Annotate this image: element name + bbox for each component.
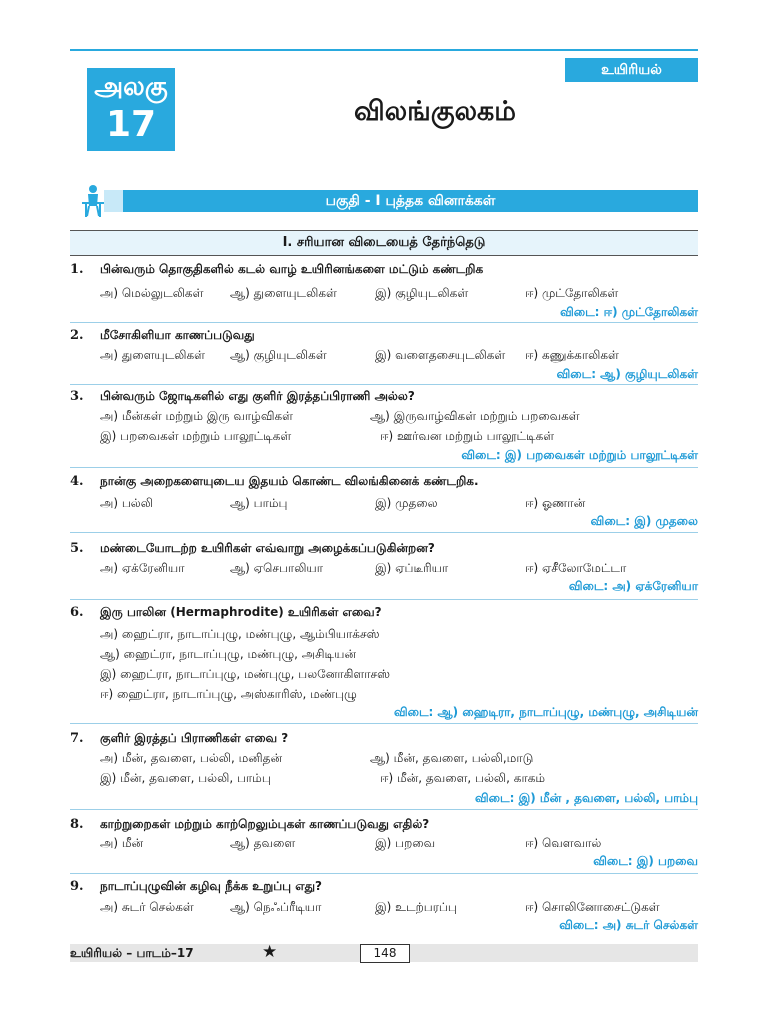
question-number: 6. bbox=[70, 605, 84, 620]
option-a: அ) துளையுடலிகள் bbox=[100, 348, 205, 362]
option-d: ஈ) சொலினோசைட்டுகள் bbox=[525, 900, 660, 914]
question-number: 2. bbox=[70, 328, 84, 343]
divider bbox=[70, 599, 698, 600]
unit-box bbox=[87, 68, 175, 151]
question-number: 1. bbox=[70, 262, 84, 277]
option-a: அ) சுடர் செல்கள் bbox=[100, 900, 194, 914]
question-number: 5. bbox=[70, 541, 84, 556]
option-b: ஆ) துளையுடலிகள் bbox=[230, 286, 337, 300]
divider bbox=[70, 322, 698, 323]
option-c: இ) ஹைட்ரா, நாடாப்புழு, மண்புழு, பலனோகிளாசஸ் bbox=[100, 667, 391, 681]
question-9 bbox=[70, 879, 698, 935]
question-text: பின்வரும் தொகுதிகளில் கடல் வாழ் உயிரினங்களை மட்டும் கண்டறிக bbox=[100, 262, 484, 276]
question-8 bbox=[70, 817, 698, 873]
option-a: அ) ஹைட்ரா, நாடாப்புழு, மண்புழு, ஆம்பியாக்சஸ் bbox=[100, 627, 380, 641]
question-2 bbox=[70, 328, 698, 384]
part-bar-accent bbox=[104, 190, 123, 212]
chapter-title: விலங்குலகம் bbox=[353, 96, 517, 127]
question-text: இரு பாலின (Hermaphrodite) உயிரிகள் எவை? bbox=[100, 605, 382, 619]
option-c: இ) குழியுடலிகள் bbox=[375, 286, 469, 300]
question-7 bbox=[70, 731, 698, 809]
option-c: இ) உடற்பரப்பு bbox=[375, 900, 457, 914]
footer-subject: உயிரியல் – பாடம்–17 bbox=[70, 946, 194, 960]
question-number: 4. bbox=[70, 474, 84, 489]
unit-label: அலகு bbox=[94, 72, 168, 102]
option-a: அ) மீன் bbox=[100, 836, 144, 850]
question-text: நான்கு அறைகளையுடைய இதயம் கொண்ட விலங்கினைக் கண்டறிக. bbox=[100, 474, 479, 488]
question-number: 3. bbox=[70, 389, 84, 404]
option-b: ஆ) ஏசெபாலியா bbox=[230, 561, 323, 575]
subject-badge: உயிரியல் bbox=[565, 58, 698, 82]
option-c: இ) வளைதசையுடலிகள் bbox=[375, 348, 506, 362]
divider bbox=[70, 532, 698, 533]
option-d: ஈ) மீன், தவளை, பல்லி, காகம் bbox=[380, 771, 546, 785]
option-c: இ) ஏப்டீரியா bbox=[375, 561, 449, 575]
divider bbox=[70, 809, 698, 810]
question-number: 8. bbox=[70, 817, 84, 832]
option-d: ஈ) வௌவால் bbox=[525, 836, 602, 850]
section-header: I. சரியான விடையைத் தேர்ந்தெடு bbox=[70, 230, 698, 256]
option-c: இ) முதலை bbox=[375, 496, 438, 510]
option-c: இ) பறவை bbox=[375, 836, 436, 850]
answer: விடை: அ) சுடர் செல்கள் bbox=[559, 918, 698, 932]
answer: விடை: ஆ) குழியுடலிகள் bbox=[556, 367, 698, 381]
option-a: அ) மெல்லுடலிகள் bbox=[100, 286, 204, 300]
option-d: ஈ) ஓணான் bbox=[525, 496, 586, 510]
option-d: ஈ) ஹைட்ரா, நாடாப்புழு, அஸ்காரிஸ், மண்புழு bbox=[100, 687, 357, 701]
question-1 bbox=[70, 262, 698, 322]
option-d: ஈ) ஊர்வன மற்றும் பாலூட்டிகள் bbox=[380, 429, 555, 443]
question-text: குளிர் இரத்தப் பிராணிகள் எவை ? bbox=[100, 731, 289, 745]
option-d: ஈ) ஏசீலோமேட்டா bbox=[525, 561, 627, 575]
question-text: நாடாப்புழுவின் கழிவு நீக்க உறுப்பு எது? bbox=[100, 879, 322, 893]
question-text: மீசோகிளியா காணப்படுவது bbox=[100, 328, 255, 342]
option-b: ஆ) ஹைட்ரா, நாடாப்புழு, மண்புழு, அசிடியன் bbox=[100, 647, 356, 661]
page-number: 148 bbox=[360, 944, 410, 963]
option-a: அ) ஏக்ரேனியா bbox=[100, 561, 185, 575]
option-b: ஆ) மீன், தவளை, பல்லி,மாடு bbox=[370, 751, 534, 765]
option-c: இ) பறவைகள் மற்றும் பாலூட்டிகள் bbox=[100, 429, 292, 443]
question-text: காற்றுறைகள் மற்றும் காற்றெலும்புகள் காணப்படுவது எதில்? bbox=[100, 817, 430, 831]
answer: விடை: இ) முதலை bbox=[590, 514, 698, 528]
option-d: ஈ) முட்தோலிகள் bbox=[525, 286, 619, 300]
answer: விடை: அ) ஏக்ரேனியா bbox=[568, 579, 698, 593]
question-text: பின்வரும் ஜோடிகளில் எது குளிர் இரத்தப்பிராணி அல்ல? bbox=[100, 389, 415, 403]
option-d: ஈ) கணுக்காலிகள் bbox=[525, 348, 619, 362]
option-a: அ) மீன், தவளை, பல்லி, மனிதன் bbox=[100, 751, 283, 765]
question-number: 9. bbox=[70, 879, 84, 894]
option-b: ஆ) குழியுடலிகள் bbox=[230, 348, 327, 362]
option-b: ஆ) நெஃப்ரீடியா bbox=[230, 900, 322, 914]
divider bbox=[70, 384, 698, 385]
option-b: ஆ) இருவாழ்விகள் மற்றும் பறவைகள் bbox=[370, 409, 580, 423]
option-a: அ) மீன்கள் மற்றும் இரு வாழ்விகள் bbox=[100, 409, 293, 423]
question-number: 7. bbox=[70, 731, 84, 746]
answer: விடை: ஆ) ஹைடிரா, நாடாப்புழு, மண்புழு, அசிடியன் bbox=[393, 705, 698, 719]
question-5 bbox=[70, 541, 698, 599]
answer: விடை: இ) மீன் , தவளை, பல்லி, பாம்பு bbox=[475, 791, 698, 805]
answer: விடை: இ) பறவைகள் மற்றும் பாலூட்டிகள் bbox=[461, 448, 698, 462]
unit-number: 17 bbox=[105, 104, 157, 145]
option-b: ஆ) பாம்பு bbox=[230, 496, 288, 510]
answer: விடை: இ) பறவை bbox=[593, 854, 698, 868]
option-c: இ) மீன், தவளை, பல்லி, பாம்பு bbox=[100, 771, 271, 785]
option-a: அ) பல்லி bbox=[100, 496, 153, 510]
question-text: மண்டையோடற்ற உயிரிகள் எவ்வாறு அழைக்கப்படுகின்றன? bbox=[100, 541, 435, 555]
header-rule bbox=[70, 49, 698, 51]
part-title-bar: பகுதி - I புத்தக வினாக்கள் bbox=[123, 190, 698, 212]
answer: விடை: ஈ) முட்தோலிகள் bbox=[560, 305, 698, 319]
divider bbox=[70, 723, 698, 724]
question-6 bbox=[70, 605, 698, 721]
option-b: ஆ) தவளை bbox=[230, 836, 296, 850]
divider bbox=[70, 873, 698, 874]
question-4 bbox=[70, 474, 698, 532]
star-icon: ★ bbox=[262, 942, 278, 962]
divider bbox=[70, 467, 698, 468]
question-3 bbox=[70, 389, 698, 467]
